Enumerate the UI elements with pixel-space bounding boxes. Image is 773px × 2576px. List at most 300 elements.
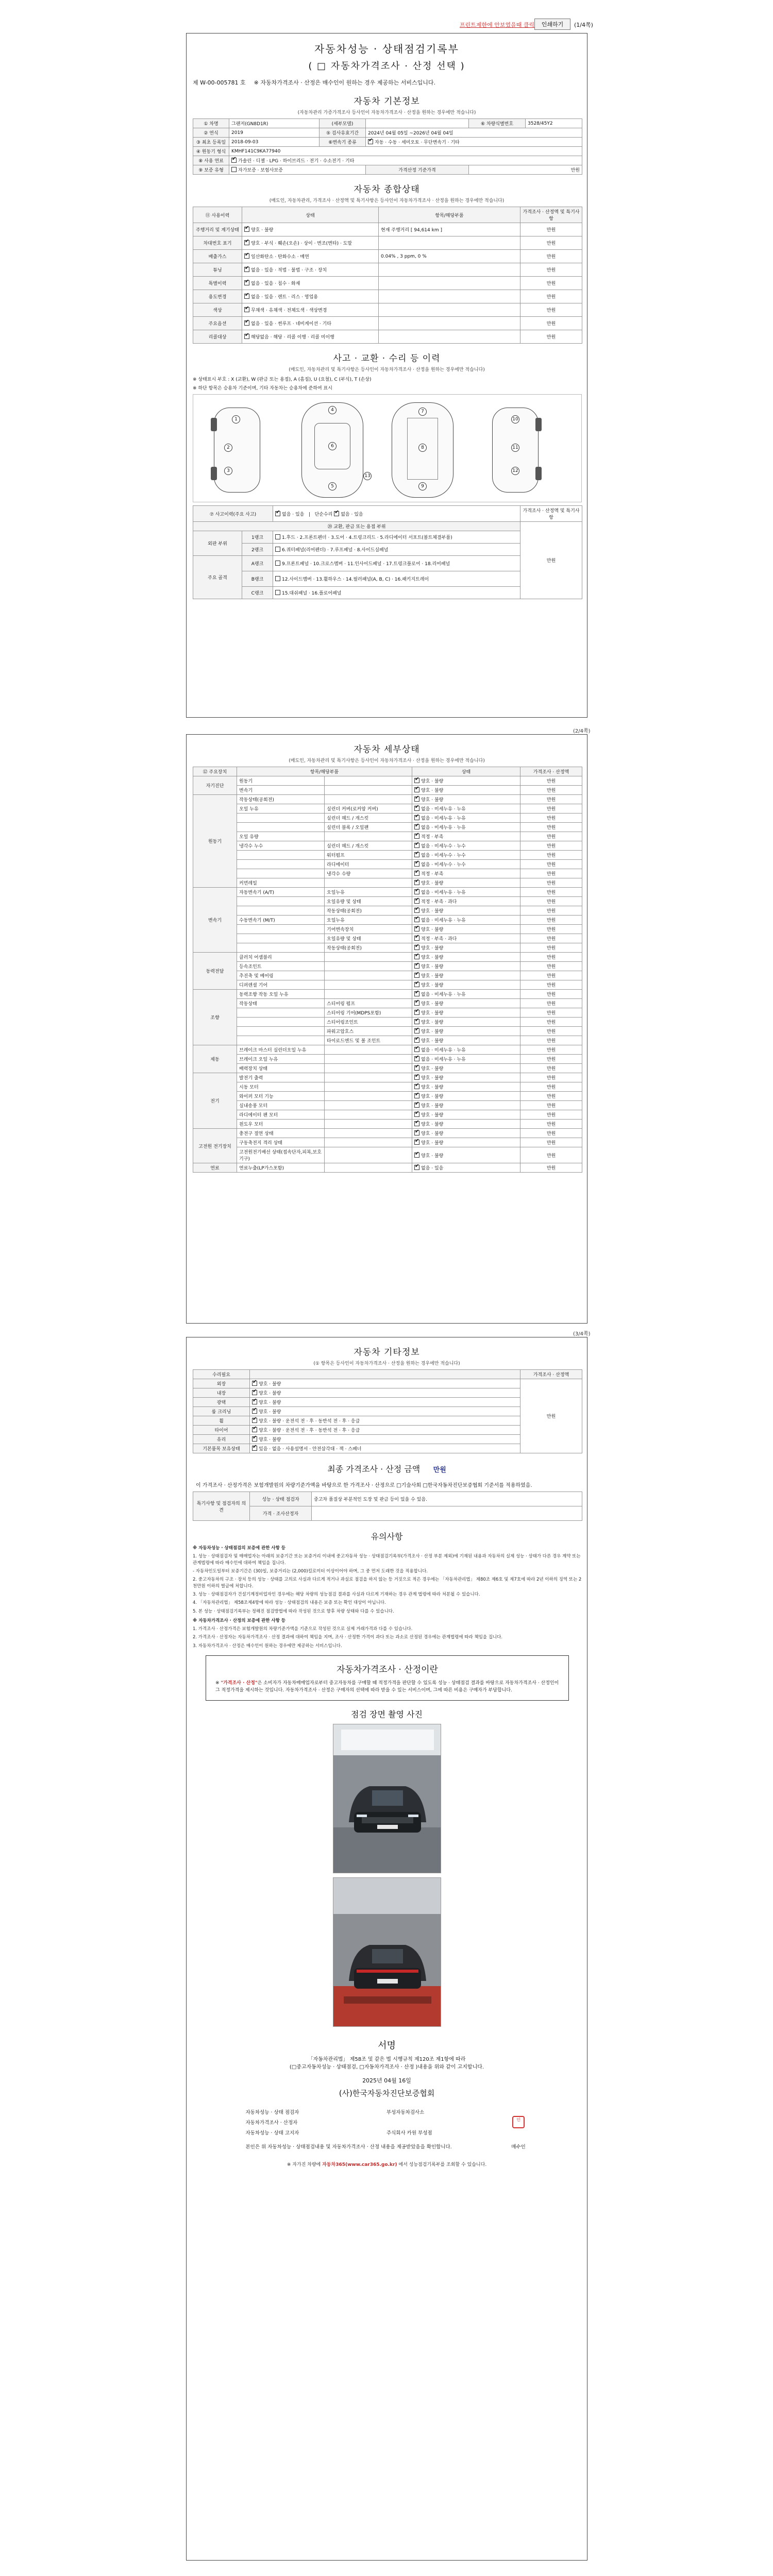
detail-price: 만원 (520, 1036, 582, 1045)
footer-note (187, 2161, 587, 2167)
panel-number: 6 (328, 442, 337, 450)
detail-state: 없음 · 있음 (421, 1166, 444, 1171)
checkbox-icon (252, 1399, 257, 1404)
page-number-2: (2/4쪽) (573, 728, 591, 734)
checkbox-icon (244, 320, 249, 326)
checkbox-icon (414, 852, 419, 857)
detail-state: 적정 · 부족 (421, 872, 444, 877)
detail-sub-item (237, 1036, 325, 1045)
panel-number: 5 (328, 482, 337, 490)
photo-front-image (333, 1724, 441, 1873)
checkbox-icon (414, 1019, 419, 1024)
signature-title: 서명 (378, 2040, 396, 2052)
overall-row-detail: 현재 주행거리 [ 94,614 km ] (379, 223, 520, 236)
detail-price: 만원 (520, 980, 582, 990)
detail-row (193, 962, 582, 971)
checkbox-icon (414, 982, 419, 987)
checkbox-icon (414, 1010, 419, 1015)
detail-group-label: 조향 (193, 990, 237, 1045)
other-info-table (193, 1369, 582, 1453)
detail-price: 만원 (520, 795, 582, 804)
accident-history-note: (매도인, 자동차관리 및 특기사항은 등사인이 자동차가격조사 · 산정을 원하는 경우에만 적습니다) (289, 367, 485, 372)
overall-status-note: (매도인, 자동차관리, 가격조사 · 산정액 및 특기사항은 등사인이 자동차가격조사 · 산정을 원하는 경우에만 적습니다) (269, 198, 505, 204)
detail-part: 작동상태(공회전) (325, 943, 412, 953)
repair-q: 단순수리 (314, 512, 333, 517)
transmission-options: 자동 · 수동 · 세미오토 · 무단변속기 · 기타 (375, 140, 460, 145)
checkbox-icon (252, 1427, 257, 1432)
detail-state: 양호 · 불량 (421, 974, 444, 979)
overall-row-name: 색상 (193, 303, 242, 317)
page-indicator: (1/4쪽) (574, 22, 593, 28)
detail-state: 양호 · 불량 (421, 1085, 444, 1090)
detail-part: 타이로드엔드 및 볼 조인트 (325, 1036, 412, 1045)
detail-price: 만원 (520, 1092, 582, 1101)
overall-row-price: 만원 (520, 317, 582, 330)
rank-label: A랭크 (242, 556, 273, 571)
basic-info-table (193, 118, 582, 175)
overall-row-detail (379, 330, 520, 344)
inspection-period-value: 2024년 04월 05일 ~2026년 04월 04일 (366, 128, 582, 138)
detail-state: 양호 · 불량 (421, 1039, 444, 1044)
fuel-options: 가솔린 · 디젤 · LPG · 하이브리드 · 전기 · 수소전기 · 기타 (238, 159, 355, 164)
detail-price: 만원 (520, 1064, 582, 1073)
overall-row-state: 없음 · 있음 · 침수 · 화재 (251, 281, 300, 286)
detail-sub-item (237, 1027, 325, 1036)
checkbox-icon (231, 158, 237, 163)
detail-sub-item (237, 906, 325, 916)
checkbox-icon (275, 590, 280, 595)
checkbox-icon (414, 824, 419, 829)
checkbox-icon (414, 899, 419, 904)
fuel-label: ⑧ 사용 연료 (193, 156, 229, 165)
detail-state: 없음 · 미세누유 · 누유 (421, 807, 466, 812)
detail-row (193, 980, 582, 990)
detail-row (193, 1092, 582, 1101)
first-reg-label: ③ 최초 등록일 (193, 138, 229, 147)
checkbox-icon (414, 1028, 419, 1033)
checkbox-icon (252, 1418, 257, 1423)
detail-part: 오일누유 (325, 888, 412, 897)
signer-name (383, 2117, 506, 2127)
detail-row (193, 971, 582, 980)
panel-number: 12 (511, 467, 519, 475)
detail-sub-item: 고전원전기배선 상태(접속단자,피복,보호기구) (237, 1147, 325, 1163)
checkbox-icon (252, 1436, 257, 1442)
accident-history-title: 사고 · 교환 · 수리 등 이력 (333, 353, 441, 364)
detail-sub-item: 시동 모터 (237, 1082, 325, 1092)
checker-row-value: 중고차 품질상 부분적인 도장 및 판금 등이 있을 수 있음. (312, 1492, 582, 1506)
overall-row-price: 만원 (520, 330, 582, 344)
checkbox-icon (252, 1381, 257, 1386)
overall-status-title: 자동차 종합상태 (354, 184, 420, 195)
rank-items: 9.프론트패널 · 10.크로스멤버 · 11.인사이드패널 · 17.트렁크플로어 · 18.리어패널 (282, 562, 450, 567)
checkbox-icon (414, 1001, 419, 1006)
checkbox-icon (252, 1390, 257, 1395)
notes-heading-2: ※ 자동차가격조사 · 산정의 보증에 관한 사항 등 (193, 1618, 286, 1623)
detail-sub-item: 발전기 출력 (237, 1073, 325, 1082)
detail-part (325, 1120, 412, 1129)
checkbox-icon (244, 307, 249, 312)
detail-state: 양호 · 불량 (421, 1020, 444, 1025)
detail-price: 만원 (520, 906, 582, 916)
signer-role: 자동차성능 · 상태 고지자 (245, 2130, 299, 2137)
overall-row-name: 차대번호 표기 (193, 236, 242, 250)
detail-price: 만원 (520, 962, 582, 971)
detail-state: 양호 · 불량 (421, 1029, 444, 1035)
vin-label: ⑥ 차량식별번호 (469, 119, 526, 128)
detail-row (193, 897, 582, 906)
checkbox-icon (244, 267, 249, 272)
signer-role: 자동차가격조사 · 산정자 (245, 2120, 298, 2126)
checkbox-icon (414, 815, 419, 820)
detail-part: 오일유량 및 상태 (325, 934, 412, 943)
detail-price: 만원 (520, 916, 582, 925)
panel-number: 4 (328, 406, 337, 414)
detail-part (325, 1163, 412, 1173)
checkbox-icon (275, 576, 280, 581)
detail-state: 적정 · 부족 · 과다 (421, 937, 457, 942)
detail-price: 만원 (520, 786, 582, 795)
rank-label: 1랭크 (242, 531, 273, 544)
detail-sub-item: 추진축 및 베어링 (237, 971, 325, 980)
checkbox-icon (231, 167, 237, 172)
detail-row (193, 925, 582, 934)
detail-part (325, 1073, 412, 1082)
checker-row-label: 가격 · 조사산정자 (250, 1506, 312, 1521)
detail-price: 만원 (520, 1163, 582, 1173)
overall-row-detail (379, 236, 520, 250)
detail-part (325, 786, 412, 795)
engine-type-label: ④ 원동기 형식 (193, 147, 229, 156)
detail-row (193, 1138, 582, 1147)
checker-opinion-table (193, 1492, 582, 1521)
detail-sub-item: 라디에이터 팬 모터 (237, 1110, 325, 1120)
checkbox-icon (244, 240, 249, 245)
detail-sub-item: 수동변속기 (M/T) (237, 916, 325, 925)
detail-part: 스티어링 기어(MDPS포함) (325, 1008, 412, 1018)
year-label: ② 연식 (193, 128, 229, 138)
detail-row (193, 906, 582, 916)
detail-part: 오일유량 및 상태 (325, 897, 412, 906)
detail-sub-item: 동력조향 작동 오일 누유 (237, 990, 325, 999)
doc-no-label: 제 (193, 79, 198, 86)
detail-row (193, 832, 582, 841)
year-value: 2019 (229, 128, 320, 138)
detail-price: 만원 (520, 1018, 582, 1027)
checkbox-icon (414, 806, 419, 811)
print-help-link[interactable]: 프린트제한에 안보였을때 클릭 (460, 22, 535, 28)
detail-part (325, 1138, 412, 1147)
detail-part (325, 1045, 412, 1055)
checkbox-icon (414, 917, 419, 922)
notes-heading-1: ※ 자동차성능 · 상태점검의 보증에 관한 사항 등 (193, 1546, 286, 1551)
detail-part: 워터펌프 (325, 851, 412, 860)
detail-row (193, 1008, 582, 1018)
detail-model-value (366, 119, 469, 128)
other-row-label: 외장 (193, 1379, 250, 1388)
overall-header: 가격조사 · 산정액 및 특기사항 (520, 207, 582, 223)
note-item: - 자동차인도일부터 보증기간은 (30)일, 보증거리는 (2,000)킬로미터 이상이어야 하며, 그 중 먼저 도래한 것을 적용합니다. (193, 1568, 428, 1574)
accident-legend-1: ※ 상태표시 부호 : X (교환), W (판금 또는 용접), A (흠집), U (요철), C (부식), T (손상) (193, 377, 372, 382)
detail-row (193, 869, 582, 878)
detail-state: 양호 · 불량 (421, 955, 444, 960)
detail-sub-item (237, 860, 325, 869)
detail-part: 라디에이터 (325, 860, 412, 869)
overall-row-name: 주요옵션 (193, 317, 242, 330)
document-subtitle: ( □ 자동차가격조사 · 산정 선택 ) (308, 61, 465, 72)
note-item: 5. 본 성능 · 상태점검기록부는 정해진 점검방법에 따라 작성된 것으로 향후 차량 상태와 다를 수 있습니다. (193, 1608, 394, 1614)
checkbox-icon (414, 871, 419, 876)
detail-state: 양호 · 불량 (421, 927, 444, 933)
page-2 (186, 734, 587, 1324)
panel-number: 1 (232, 415, 240, 423)
detail-row (193, 1045, 582, 1055)
detail-sub-item: 배력장치 상태 (237, 1064, 325, 1073)
detail-price: 만원 (520, 878, 582, 888)
detail-price: 만원 (520, 943, 582, 953)
overall-row-detail (379, 277, 520, 290)
detail-state: 없음 · 미세누유 · 누유 (421, 816, 466, 821)
overall-row-detail (379, 290, 520, 303)
detail-price: 만원 (520, 1101, 582, 1110)
detail-price: 만원 (520, 823, 582, 832)
other-header: 수리필요 (193, 1370, 250, 1379)
note-item: 1. 성능 · 상태점검자 및 매매업자는 아래의 보증기간 또는 보증거리 이내에 중고자동차 성능 · 상태점검기록부(가격조사 · 산정 부분 제외)에 기재된 내용과 자동차의 실제 성능 · 상태가 다른 경우 계약 또는 관계법령에 따라 매수인에 대하여 책임을 집니다. (193, 1554, 581, 1566)
doc-no-suffix: 호 (240, 79, 246, 86)
detail-state: 없음 · 미세누유 · 누유 (421, 1048, 466, 1053)
other-row-value: 양호 · 불량 · 운전석 전 · 후 · 동반석 전 · 후 · 응급 (259, 1419, 360, 1424)
detail-row (193, 823, 582, 832)
final-price-value: 만원 (433, 1466, 446, 1474)
overall-row-price: 만원 (520, 277, 582, 290)
note-item: 1. 가격조사 · 산정가격은 보험개발원의 차량기준가액을 기준으로 작성된 것으로 실제 거래가격과 다를 수 있습니다. (193, 1626, 413, 1632)
detail-status-title: 자동차 세부상태 (354, 744, 420, 755)
detail-price: 만원 (520, 934, 582, 943)
callout-body-pre: ※ (215, 1681, 221, 1686)
detail-sub-item (237, 897, 325, 906)
detail-price: 만원 (520, 897, 582, 906)
detail-state: 양호 · 불량 (421, 964, 444, 970)
detail-sub-item: 윈도우 모터 (237, 1120, 325, 1129)
overall-row-detail (379, 317, 520, 330)
checkbox-icon (414, 861, 419, 867)
detail-price: 만원 (520, 1120, 582, 1129)
checkbox-icon (414, 1130, 419, 1136)
detail-price: 만원 (520, 971, 582, 980)
signature-table (243, 2107, 531, 2151)
footer-link[interactable]: 자동차365(www.car365.go.kr) (322, 2162, 397, 2168)
detail-group-label: 고전원 전기장치 (193, 1129, 237, 1163)
overall-header: ⑪ 사용이력 (193, 207, 242, 223)
detail-part (325, 953, 412, 962)
detail-state: 양호 · 불량 (421, 946, 444, 951)
other-row-label: 광택 (193, 1398, 250, 1407)
checkbox-icon (414, 926, 419, 931)
detail-part: 냉각수 수량 (325, 869, 412, 878)
detail-part (325, 878, 412, 888)
detail-state: 양호 · 불량 (421, 1113, 444, 1118)
checkbox-icon (414, 778, 419, 783)
other-info-title: 자동차 기타정보 (354, 1347, 420, 1358)
inspection-photo-rear (333, 1877, 441, 2027)
detail-sub-item: 클러치 어셈블리 (237, 953, 325, 962)
tire-icon (535, 418, 542, 431)
detail-sub-item: 구동축전지 격리 상태 (237, 1138, 325, 1147)
detail-price: 만원 (520, 1082, 582, 1092)
panel-number: 8 (418, 444, 427, 452)
detail-part (325, 1129, 412, 1138)
detail-row (193, 934, 582, 943)
checkbox-icon (414, 1093, 419, 1098)
base-price-label: 가격산정 기준가격 (366, 165, 469, 175)
detail-row (193, 878, 582, 888)
checkbox-icon (414, 880, 419, 885)
detail-row (193, 1163, 582, 1173)
overall-row-state: 없음 · 있음 · 썬루프 · 네비게이션 · 기타 (251, 321, 332, 327)
detail-row (193, 776, 582, 786)
detail-row (193, 1018, 582, 1027)
checkbox-icon (414, 1038, 419, 1043)
detail-state: 양호 · 불량 (421, 1002, 444, 1007)
detail-row (193, 1073, 582, 1082)
detail-row (193, 795, 582, 804)
tire-icon (535, 467, 542, 480)
other-row-value: 양호 · 불량 (259, 1437, 281, 1443)
panel-number: 11 (511, 444, 519, 452)
detail-sub-item (237, 1018, 325, 1027)
overall-row-detail (379, 303, 520, 317)
detail-price: 만원 (520, 1147, 582, 1163)
detail-sub-item: 연료누출(LP가스포함) (237, 1163, 325, 1173)
detail-state: 양호 · 불량 (421, 909, 444, 914)
panel-number: 13 (363, 472, 372, 480)
overall-row-name: 배출가스 (193, 250, 242, 263)
buyer-label: 매수인 (511, 2144, 526, 2150)
detail-sub-item: 원동기 (237, 776, 325, 786)
vin-value: 3528/45Y2 (526, 119, 582, 128)
detail-price: 만원 (520, 925, 582, 934)
overall-row-state: 없음 · 있음 · 렌트 · 리스 · 영업용 (251, 295, 318, 300)
rank-items: 6.쿼터패널(리어펜더) · 7.루프패널 · 8.사이드실패널 (282, 548, 389, 553)
checkbox-icon (414, 1112, 419, 1117)
panel-number: 9 (418, 482, 427, 490)
checkbox-icon (414, 1084, 419, 1089)
detail-row (193, 1082, 582, 1092)
print-button[interactable]: 인쇄하기 (534, 19, 570, 30)
checkbox-icon (414, 1153, 419, 1158)
detail-price: 만원 (520, 953, 582, 962)
detail-sub-item: 디퍼렌셜 기어 (237, 980, 325, 990)
detail-part: 스티어링조인트 (325, 1018, 412, 1027)
document-number-row (193, 78, 581, 87)
other-row-label: 타이어 (193, 1426, 250, 1435)
rank-label: C랭크 (242, 587, 273, 599)
notes-title: 유의사항 (371, 1532, 403, 1541)
detail-sub-item (237, 934, 325, 943)
detail-price: 만원 (520, 1129, 582, 1138)
other-row-label: 기본품목 보유상태 (193, 1444, 250, 1453)
checkbox-icon (334, 511, 339, 516)
detail-sub-item: 브레이크 오일 누유 (237, 1055, 325, 1064)
checkbox-icon (414, 1075, 419, 1080)
photo-rear-image (333, 1878, 441, 2027)
detail-state: 없음 · 미세누유 · 누유 (421, 918, 466, 923)
footer-post: 에서 성능점검기록부를 조회할 수 있습니다. (397, 2162, 487, 2168)
detail-price: 만원 (520, 999, 582, 1008)
overall-row-state: 양호 · 불량 (251, 228, 274, 233)
detail-price: 만원 (520, 1008, 582, 1018)
overall-row-price: 만원 (520, 223, 582, 236)
top-bar (0, 19, 773, 32)
detail-group-label: 동력전달 (193, 953, 237, 990)
detail-group-label: 전기 (193, 1073, 237, 1129)
rank-label: B랭크 (242, 571, 273, 587)
overall-row-state: 없음 · 있음 · 적법 · 불법 · 구조 · 장치 (251, 268, 327, 273)
detail-part (325, 832, 412, 841)
detail-part: 기어변속장치 (325, 925, 412, 934)
detail-sub-item (237, 814, 325, 823)
checkbox-icon (414, 908, 419, 913)
rank-items: 15.대쉬패널 · 16.플로어패널 (282, 591, 342, 596)
detail-sub-item: 오일 누유 (237, 804, 325, 814)
detail-row (193, 943, 582, 953)
detail-state: 양호 · 불량 (421, 1104, 444, 1109)
overall-row-state: 무채색 · 유채색 · 전체도색 · 색상변경 (251, 308, 327, 313)
panel-number: 3 (224, 467, 232, 475)
detail-sub-item: 오일 유량 (237, 832, 325, 841)
signer-name: 주식회사 카원 부성점 (386, 2130, 432, 2137)
detail-sub-item: 와이퍼 모터 기능 (237, 1092, 325, 1101)
final-price-line: 이 가격조사 · 산정가격은 보험개발원의 차량기준가액을 바탕으로 한 가격조사 · 산정으로 □기술사회 □한국자동차진단보증협회 기준서를 적용하였음. (196, 1483, 532, 1488)
detail-state: 양호 · 불량 (421, 1066, 444, 1072)
engine-type-value: KMHF141C9KA77940 (229, 147, 582, 156)
detail-status-note: (매도인, 자동차관리 및 특기사항은 등사인이 자동차가격조사 · 산정을 원하는 경우에만 적습니다) (289, 758, 485, 764)
detail-sub-item: 등속조인트 (237, 962, 325, 971)
detail-part (325, 1064, 412, 1073)
signer-name: 부성자동차검사소 (386, 2110, 425, 2116)
checkbox-icon (414, 834, 419, 839)
other-info-note: (① 항목은 등사인이 자동차가격조사 · 산정을 원하는 경우에만 적습니다) (313, 1361, 460, 1366)
checker-row-value (312, 1506, 582, 1521)
detail-state: 양호 · 불량 (421, 983, 444, 988)
note-item: 2. 중고자동차의 구조 · 장치 등의 성능 · 상태를 고의로 사실과 다르게 적거나 과실로 점검을 하지 않는 등 거짓으로 적은 경우에는 「자동차관리법」 제80조 제6호 및 제7호에 따라 2년 이하의 징역 또는 2천만원 이하의 벌금에 처합니다. (193, 1577, 582, 1589)
detail-state: 없음 · 미세누유 · 누유 (421, 1057, 466, 1062)
detail-part (325, 1082, 412, 1092)
detail-sub-item: 충전구 절연 상태 (237, 1129, 325, 1138)
detail-sub-item (237, 1008, 325, 1018)
detail-price: 만원 (520, 1110, 582, 1120)
repair-a: 없음 · 있음 (341, 512, 363, 517)
detail-state: 없음 · 미세누수 · 누수 (421, 853, 466, 858)
checkbox-icon (244, 294, 249, 299)
detail-row (193, 1064, 582, 1073)
checkbox-icon (414, 1103, 419, 1108)
note-item: 3. 성능 · 상태점검자가 건설기계정비업자인 경우에는 해당 차량의 성능점검 결과를 사실과 다르게 기재하는 경우 관계 법령에 따라 처분될 수 있습니다. (193, 1591, 480, 1597)
detail-price: 만원 (520, 888, 582, 897)
detail-state: 양호 · 불량 (421, 798, 444, 803)
doc-no-value: W-00-005781 (200, 79, 239, 86)
inspection-period-label: ⑤ 검사유효기간 (320, 128, 366, 138)
detail-part (325, 1092, 412, 1101)
overall-row-price: 만원 (520, 290, 582, 303)
detail-part (325, 1147, 412, 1163)
detail-sub-item (237, 823, 325, 832)
detail-sub-item: 변속기 (237, 786, 325, 795)
checkbox-icon (414, 963, 419, 969)
detail-row (193, 1027, 582, 1036)
detail-header: 항목/해당부품 (237, 767, 412, 776)
detail-row (193, 860, 582, 869)
